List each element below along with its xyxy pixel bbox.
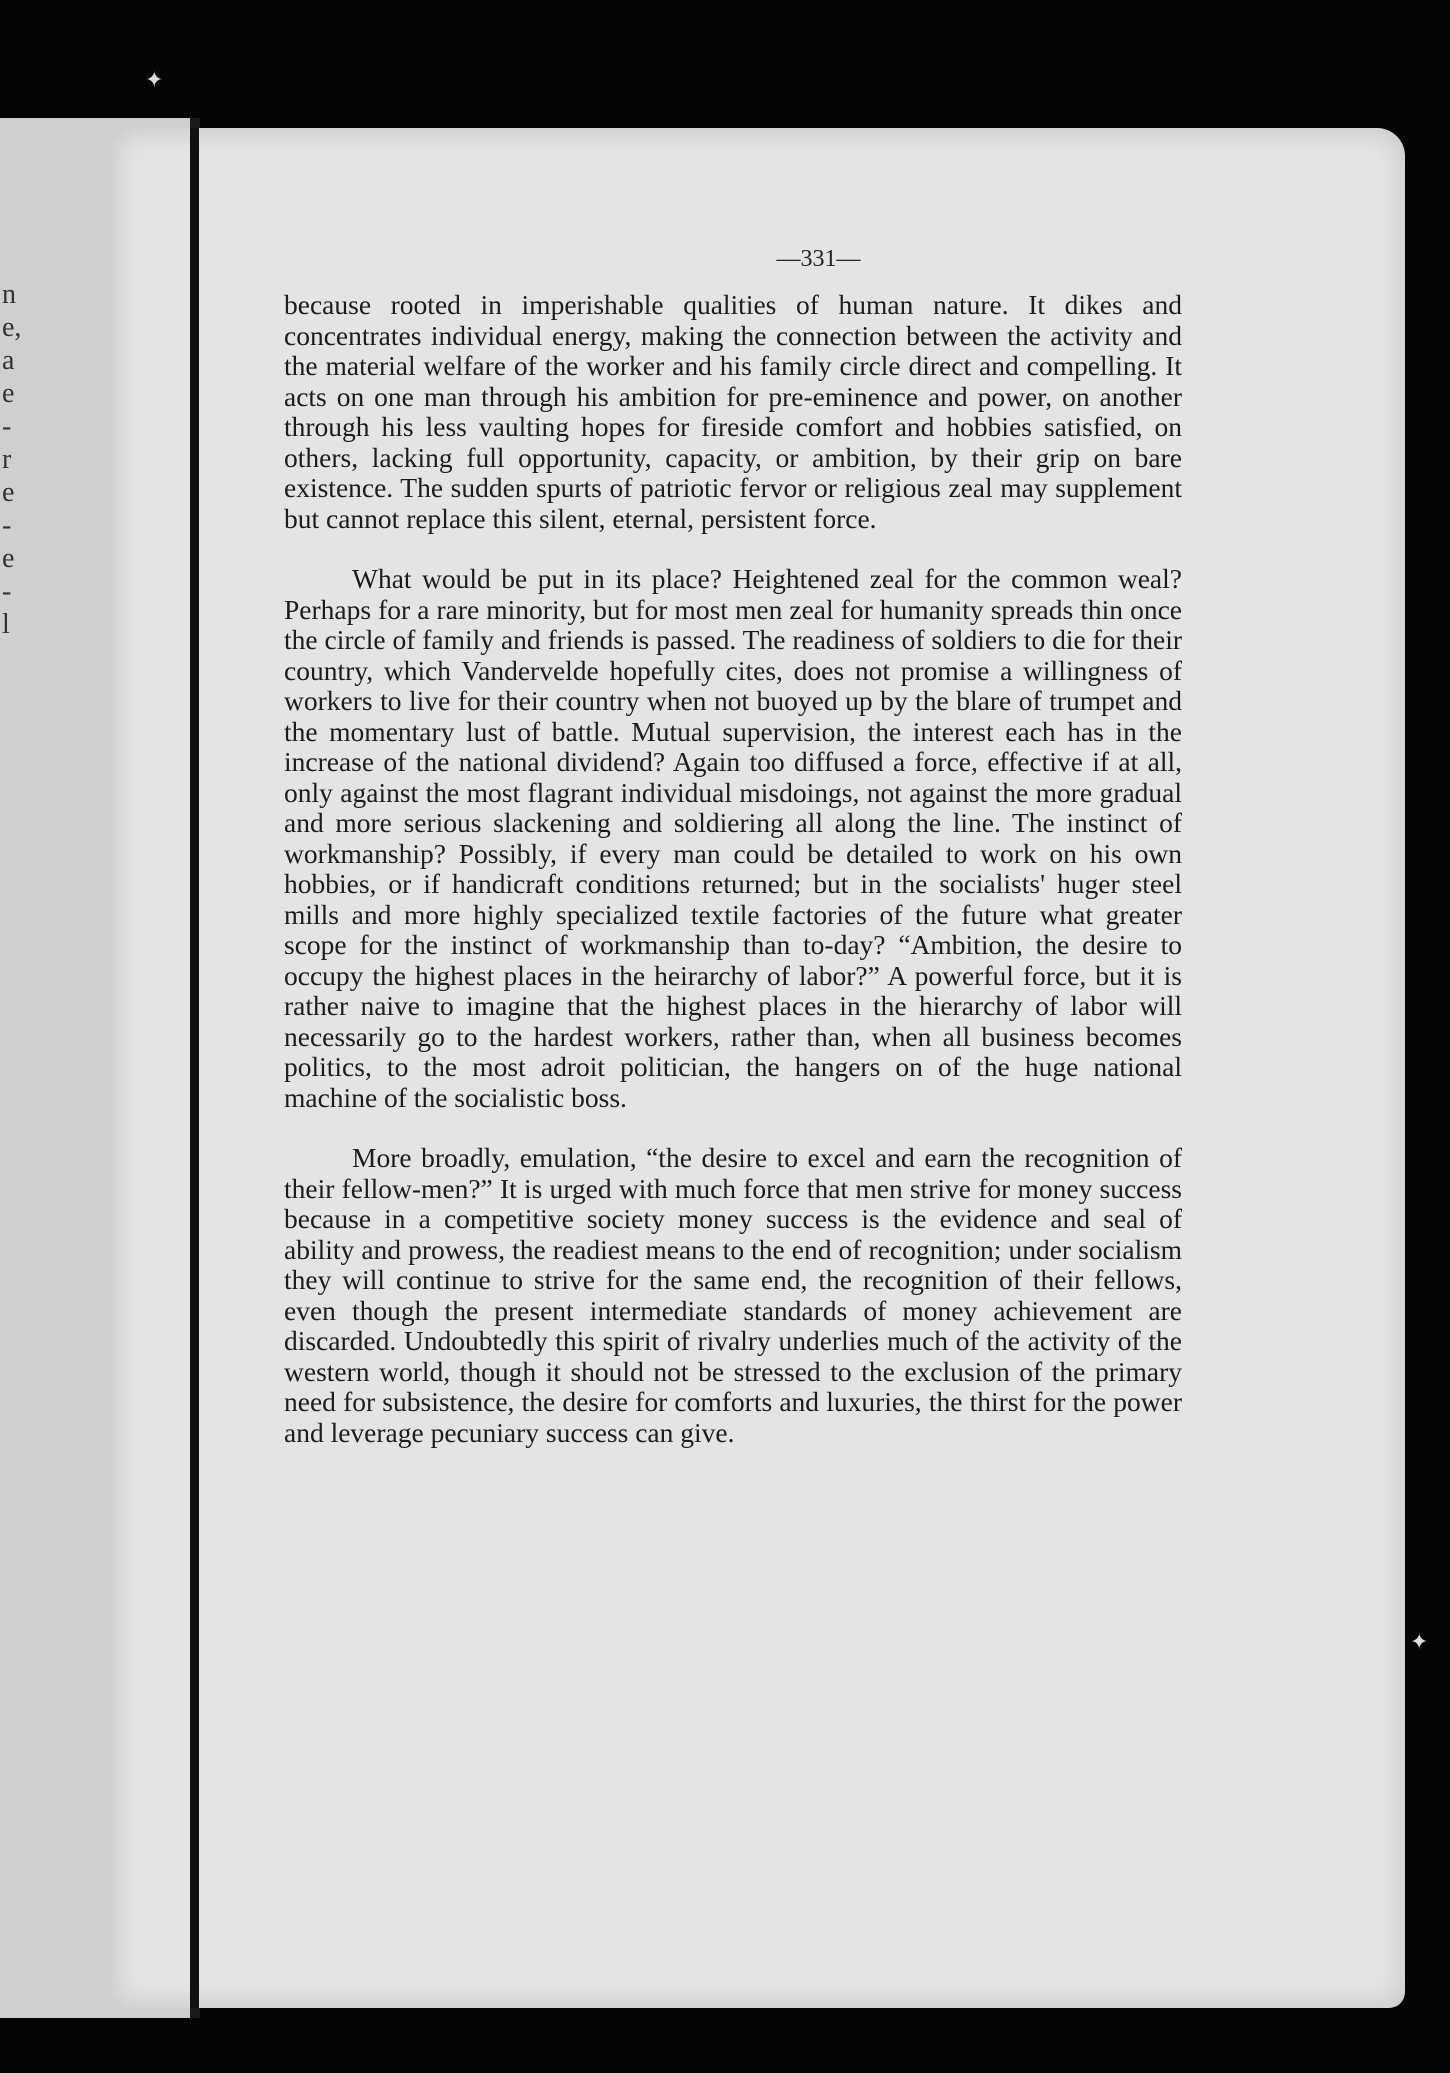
left-page-characters bbox=[2, 278, 22, 641]
dust-speck-icon: ✦ bbox=[145, 68, 164, 93]
left-char: e, bbox=[2, 312, 22, 343]
body-text bbox=[284, 290, 1182, 1478]
left-char: r bbox=[2, 444, 12, 475]
left-char: l bbox=[2, 609, 10, 640]
left-char: e bbox=[2, 543, 15, 574]
left-char: n bbox=[2, 279, 16, 310]
left-char: a bbox=[2, 345, 15, 376]
page-number: —331— bbox=[776, 246, 861, 272]
dust-speck-icon: ✦ bbox=[1410, 1630, 1429, 1655]
left-char: - bbox=[2, 411, 12, 442]
book-spine bbox=[190, 128, 199, 2008]
paragraph-3: More broadly, emulation, “the desire to excel and earn the recognition of their fellow-men?” It is urged with much force that men strive for money success because in a competitive society money success is the evidence and seal of ability and prowess, the readiest means to the end of recognition; under socialism they will continue to strive for the same end, the recognition of their fellows, even though the present intermediate standards of money achievement are discarded. Undoubtedly this spirit of rivalry underlies much of the activity of the western world, though it should not be stressed to the exclusion of the primary need for subsistence, the desire for comforts and luxuries, the thirst for the power and leverage pecuniary success can give. bbox=[284, 1142, 1182, 1448]
right-page bbox=[112, 128, 1405, 2008]
left-char: - bbox=[2, 576, 12, 607]
left-char: e bbox=[2, 477, 15, 508]
paragraph-2: What would be put in its place? Heightened zeal for the common weal? Perhaps for a rare minority, but for most men zeal for humanity spreads thin once the circle of family and friends is passed. The readiness of soldiers to die for their country, which Vandervelde hopefully cites, does not promise a willingness of workers to live for their country when not buoyed up by the blare of trumpet and the momentary lust of battle. Mutual supervision, the interest each has in the increase of the national dividend? Again too diffused a force, effective if at all, only against the most flagrant individual misdoings, not against the more gradual and more serious slackening and soldiering all along the line. The instinct of workmanship? Possibly, if every man could be detailed to work on his own hobbies, or if handicraft conditions returned; but in the socialists' huger steel mills and more highly specialized textile factories of the future what greater scope for the instinct of workmanship than to-day? “Ambition, the desire to occupy the highest places in the heirarchy of labor?” A powerful force, but it is rather naive to imagine that the highest places in the hierarchy of labor will necessarily go to the hardest workers, rather than, when all business becomes politics, to the most adroit politician, the hangers on of the huge national machine of the socialistic boss. bbox=[284, 563, 1182, 1113]
left-char: e bbox=[2, 378, 15, 409]
left-char: - bbox=[2, 510, 12, 541]
paragraph-1: because rooted in imperishable qualities of human nature. It dikes and concentrates individual energy, making the connection between the activity and the material welfare of the worker and his family circle direct and compelling. It acts on one man through his ambition for pre-eminence and power, on another through his less vaulting hopes for fireside comfort and hobbies satisfied, on others, lacking full opportunity, capacity, or ambition, by their grip on bare existence. The sudden spurts of patriotic fervor or religious zeal may supplement but cannot replace this silent, eternal, persistent force. bbox=[284, 289, 1182, 534]
